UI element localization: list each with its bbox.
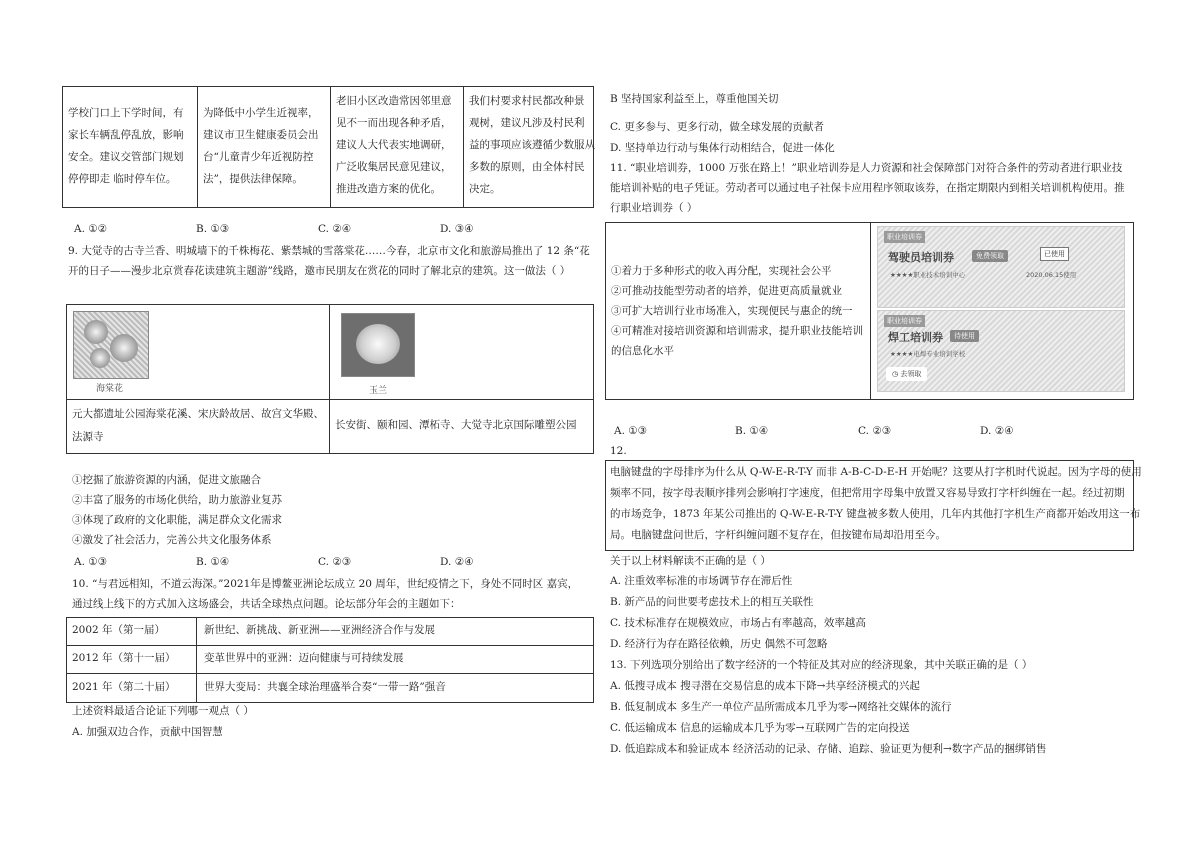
text-line: 为降低中小学生近视率， [203,107,319,119]
driver-training-coupon [877,226,1125,308]
q12-option-d[interactable]: D. 经济行为存在路径依赖，历史 偶然不可忽略 [610,638,828,650]
q8-option-b[interactable]: B. ①③ [196,223,230,235]
q9-divider [329,304,330,453]
text-line: 益的事项应该遵循少数服从 [469,139,595,151]
q13-option-a[interactable]: A. 低搜寻成本 搜寻潜在交易信息的成本下降→共享经济模式的兴起 [610,680,920,692]
q12-box-line-3: 的市场竞争，1873 年某公司推出的 Q-W-E-R-T-Y 键盘被多数人使用，几年内其他打字机生产商都开始改用这一布 [610,508,1141,520]
q9-row-right: 长安街、颐和园、潭柘寺、大觉寺北京国际雕塑公园 [335,419,577,431]
text-line: 多数的原则，由全体村民 [469,161,585,173]
q13-stem: 13. 下列选项分别给出了数字经济的一个特征及其对应的经济现象，其中关联正确的是（ ） [610,659,1033,671]
q10-divider [66,673,593,674]
q9-row-left-line-2: 法源寺 [72,431,104,443]
q10-stem-line-1: 10. “与君远相知，不道云海深。”2021年是博鳌亚洲论坛成立 20 周年，世纪疫情之下，身处不同时区 嘉宾， [72,578,579,590]
q10-row-2-theme: 变革世界中的亚洲：迈向健康与可持续发展 [204,652,404,664]
coupon-tag: 职业培训券 [884,315,925,327]
q11-stem-line-3: 行职业培训券（ ） [610,202,698,214]
text-line: 建议市卫生健康委员会出 [203,129,319,141]
yulan-flower-image [341,313,415,377]
q10-stem-line-2: 通过线上线下的方式加入这场盛会，共话全球热点问题。论坛部分年会的主题如下： [72,598,461,610]
text-line: 停停即走 临时停车位。 [68,173,177,185]
q9-statement-3: ③体现了政府的文化职能，满足群众文化需求 [72,514,282,526]
q8-divider [463,86,464,207]
q11-divider [870,222,871,399]
q12-number: 12. [610,445,627,457]
q11-statement-4: ④可精准对接培训资源和培训需求，提升职业技能培训 [611,325,863,337]
claim-button[interactable] [886,367,927,381]
q11-statement-3: ③可扩大培训行业市场准入，实现便民与惠企的统一 [611,305,853,317]
coupon-badge: 免费领取 [972,250,1008,262]
q8-option-c[interactable]: C. ②④ [318,223,352,235]
q10-question: 上述资料最适合论证下列哪一观点（ ） [72,705,254,717]
text-line: 我们村要求村民都改种景 [469,95,585,107]
coupon-title: 焊工培训券 [888,331,943,344]
q10-option-b[interactable]: B 坚持国家利益至上，尊重他国关切 [610,93,779,105]
text-line: 台“儿童青少年近视防控 [203,151,314,163]
text-line: 家长车辆乱停乱放，影响 [68,129,184,141]
text-line: 决定。 [469,183,501,195]
q10-option-c[interactable]: C. 更多参与、更多行动，做全球发展的贡献者 [610,121,824,133]
q10-row-3-theme: 世界大变局：共襄全球治理盛举合奏“一带一路”强音 [204,681,446,693]
coupon-title: 驾驶员培训券 [888,251,954,264]
text-line: 学校门口上下学时间，有 [68,107,184,119]
q8-option-d[interactable]: D. ③④ [440,223,474,235]
coupon-tag: 职业培训券 [884,231,925,243]
q8-cell-1 [68,102,184,190]
q9-statement-1: ①挖掘了旅游资源的内涵，促进文旅融合 [72,474,261,486]
text-line: 广泛收集居民意见建议， [336,161,452,173]
q9-stem-line-2: 开的日子——漫步北京赏春花读建筑主题游”线路，邀市民朋友在赏花的同时了解北京的建筑。这一做法（ ） [68,265,571,277]
claim-button-label: 去领取 [900,370,922,378]
q8-option-a[interactable]: A. ①② [74,223,108,235]
text-line: 推进改造方案的优化。 [336,183,441,195]
q9-divider [66,399,593,400]
q8-cell-4 [469,90,595,200]
text-line: 建议人大代表实地调研， [336,139,452,151]
welder-training-coupon [877,310,1125,392]
coupon-date: 2020.06.15使用 [1026,271,1077,279]
text-line: 观树，建议凡涉及村民利 [469,117,585,129]
coupon-org: ★★★★电焊专业培训学校 [890,350,966,358]
q10-row-1-year: 2002 年（第一届） [72,624,166,636]
q10-option-d[interactable]: D. 坚持单边行动与集体行动相结合，促进一体化 [610,142,835,154]
haitang-caption: 海棠花 [96,384,124,394]
text-line: 安全。建议交管部门规划 [68,151,184,163]
q9-option-a[interactable]: A. ①③ [74,556,108,568]
q13-option-b[interactable]: B. 低复制成本 多生产一单位产品所需成本几乎为零→网络社交媒体的流行 [610,701,952,713]
q12-question: 关于以上材料解读不正确的是（ ） [610,555,771,567]
q10-row-2-year: 2012 年（第十一届） [72,652,176,664]
q9-row-left-line-1: 元大都遗址公园海棠花溪、宋庆龄故居、故宫文华殿、 [72,408,324,420]
q9-statement-4: ④激发了社会活力，完善公共文化服务体系 [72,534,272,546]
yulan-caption: 玉兰 [369,386,388,396]
q12-option-b[interactable]: B. 新产品的问世要考虑技术上的相互关联性 [610,596,814,608]
q11-option-d[interactable]: D. ②④ [980,425,1014,437]
q12-box-line-2: 频率不同，按字母表顺序排列会影响打字速度，但把常用字母集中放置又容易导致打字杆纠缠在一起。经过初期 [610,487,1125,499]
q9-stem-line-1: 9. 大觉寺的古寺兰香、明城墙下的千株梅花、紫禁城的雪落棠花……今春，北京市文化和旅游局推出了 12 条“花 [68,245,590,257]
q9-option-b[interactable]: B. ①④ [196,556,230,568]
haitang-flower-image [73,311,149,379]
q12-box-line-4: 局。电脑键盘问世后，字杆纠缠问题不复存在，但按键布局却沿用至今。 [610,529,946,541]
coupon-badge: 待使用 [950,330,979,342]
q11-stem-line-1: 11. “职业培训券，1000 万张在路上！”职业培训券是人力资源和社会保障部门对符合条件的劳动者进行职业技 [610,162,1123,174]
q8-cell-2 [203,102,319,190]
q13-option-d[interactable]: D. 低追踪成本和验证成本 经济活动的记录、存储、追踪、验证更为便利→数字产品的捆绑销售 [610,743,1047,755]
q11-statement-4-cont: 的信息化水平 [611,345,674,357]
q12-box-line-1: 电脑键盘的字母排序为什么从 Q-W-E-R-T-Y 而非 A-B-C-D-E-H 开始呢？这要从打字机时代说起。因为字母的使用 [610,466,1142,478]
q11-option-b[interactable]: B. ①④ [735,425,769,437]
q10-divider [66,645,593,646]
q12-option-a[interactable]: A. 注重效率标准的市场调节存在滞后性 [610,575,793,587]
q11-statement-2: ②可推动技能型劳动者的培养，促进更高质量就业 [611,285,842,297]
q9-option-d[interactable]: D. ②④ [440,556,474,568]
q10-divider [196,617,197,702]
q10-option-a[interactable]: A. 加强双边合作，贡献中国智慧 [72,726,223,738]
coupon-org: ★★★★职业技术培训中心 [890,271,966,279]
q11-stem-line-2: 能培训补贴的电子凭证。劳动者可以通过电子社保卡应用程序领取该券，在指定期限内到相关培训机构使用。推 [610,182,1125,194]
text-line: 见不一而出现各种矛盾， [336,117,452,129]
q10-row-1-theme: 新世纪、新挑战、新亚洲——亚洲经济合作与发展 [204,624,435,636]
clock-icon: ◷ [892,370,899,378]
q12-option-c[interactable]: C. 技术标准存在规模效应，市场占有率越高，效率越高 [610,617,866,629]
q11-option-c[interactable]: C. ②③ [858,425,892,437]
q9-option-c[interactable]: C. ②③ [318,556,352,568]
text-line: 法”，提供法律保障。 [203,173,303,185]
q11-option-a[interactable]: A. ①③ [614,425,648,437]
text-line: 老旧小区改造常因邻里意 [336,95,452,107]
coupon-status-stamp: 已使用 [1040,247,1069,261]
q11-statement-1: ①着力于多种形式的收入再分配，实现社会公平 [611,265,832,277]
q10-row-3-year: 2021 年（第二十届） [72,681,176,693]
q9-statement-2: ②丰富了服务的市场化供给，助力旅游业复苏 [72,494,282,506]
q8-divider [330,86,331,207]
q8-divider [197,86,198,207]
q8-cell-3 [336,90,452,200]
q13-option-c[interactable]: C. 低运输成本 信息的运输成本几乎为零→互联网广告的定向投送 [610,722,910,734]
